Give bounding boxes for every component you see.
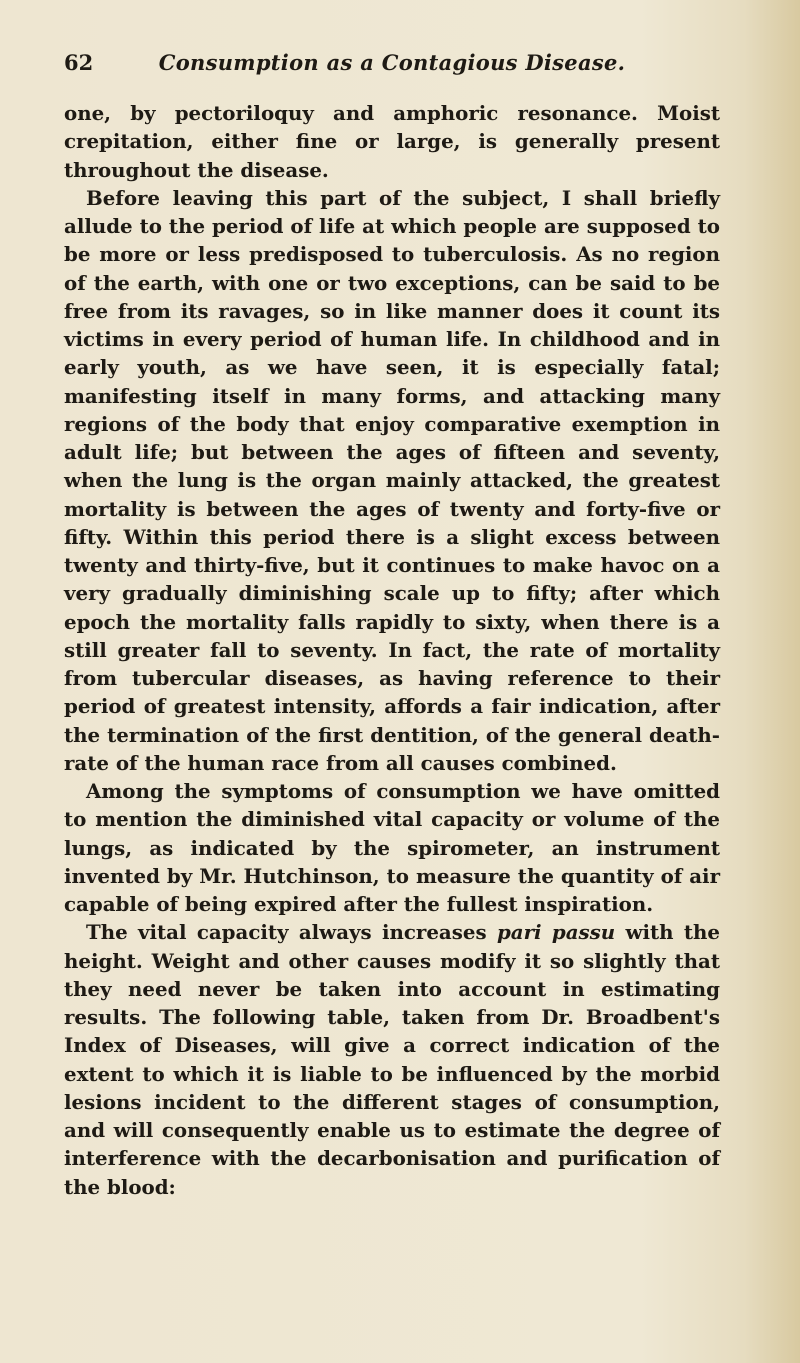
paragraph-age-predisposition: Before leaving this part of the subject, I shall briefly allude to the period of life at which people are supposed to be more or less predisposed to tuberculosis. As no region of the earth, with one or two exceptions, can be said to be free from its ravages, so in like manner does it count its victims in every period of human life. In childhood and in early youth, as we have seen, it is especially fatal; manifesting itself in many forms, and attacking many regions of the body that enjoy comparative exemption in adult life; but between the ages of fifteen and seventy, when the lung is the organ mainly attacked, the greatest mortality is between the ages of twenty and forty-five or fifty. Within this period there is a slight excess between twenty and thirty-five, but it continues to make havoc on a very gradually diminishing scale up to fifty; after which epoch the mortality falls rapidly to sixty, when there is a still greater fall to seventy. In fact, the rate of mortality from tubercular diseases, as having reference to their period of greatest intensity, affords a fair indication, after the termination of the first dentition, of the general death-rate of the human race from all causes combined. bbox=[64, 185, 720, 775]
paragraph-text: The vital capacity always increases bbox=[86, 920, 497, 945]
running-head bbox=[64, 50, 720, 84]
paragraph-spirometer-table-intro bbox=[64, 918, 720, 1201]
paragraph-continuation: one, by pectoriloquy and amphoric resonance. Moist crepitation, either fine or large, is generally present throughout the disease. bbox=[64, 101, 720, 182]
body-text bbox=[64, 99, 720, 1201]
page-number: 62 bbox=[64, 50, 94, 75]
paragraph-text: with the height. Weight and other causes modify it so slightly that they need never be taken into account in estimating results. The following table, taken from Dr. Broadbent's Index of Diseases, will give a correct indication of the extent to which it is liable to be influenced by the morbid lesions incident to the different stages of consumption, and will consequently enable us to estimate the degree of interference with the decarbonisation and purification of the blood: bbox=[64, 920, 720, 1199]
paragraph-vital-capacity: Among the symptoms of consumption we have omitted to mention the diminished vital capacity or volume of the lungs, as indicated by the spirometer, an instrument invented by Mr. Hutchinson, to measure the quantity of air capable of being expired after the fullest inspiration. bbox=[64, 779, 720, 916]
italic-phrase: pari passu bbox=[496, 920, 616, 945]
running-title: Consumption as a Contagious Disease. bbox=[158, 50, 626, 75]
